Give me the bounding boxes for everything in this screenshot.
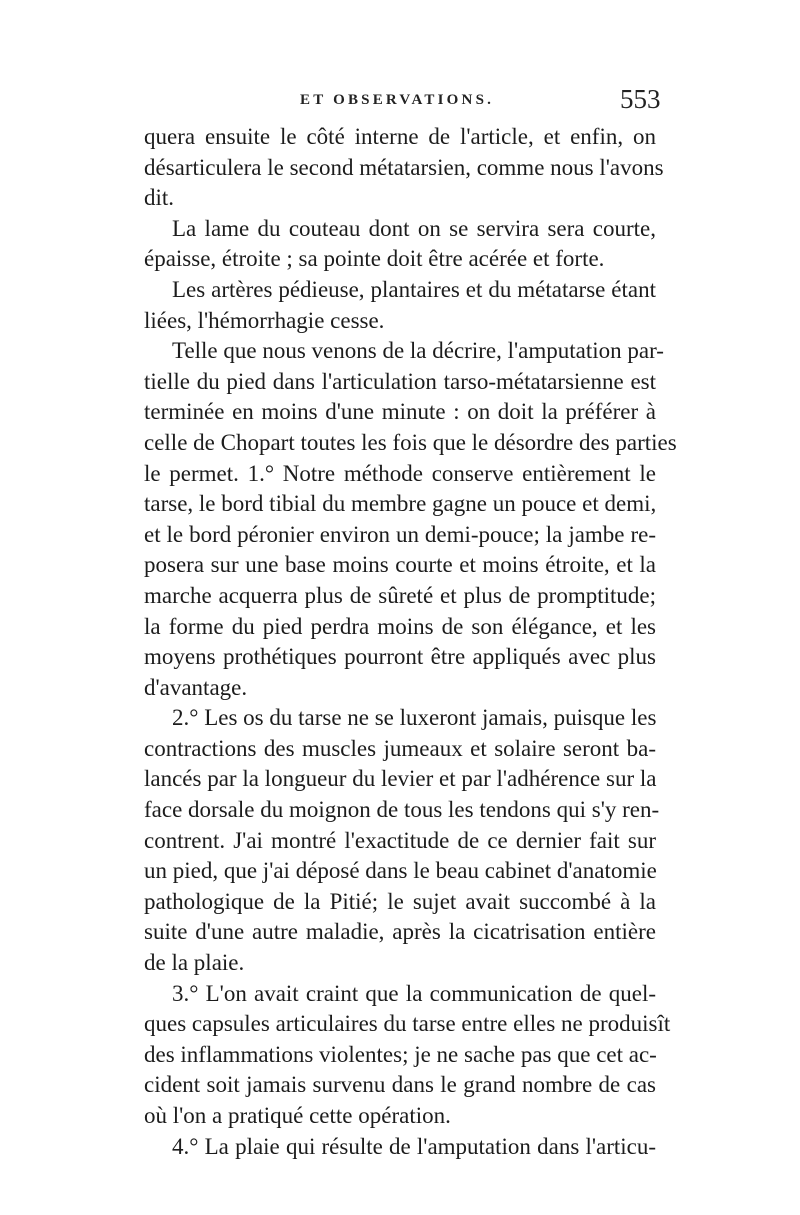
text-line: et le bord péronier environ un demi-pouce; la jambe re- (144, 521, 656, 547)
text-line: Les artères pédieuse, plantaires et du métatarse étant (172, 276, 656, 302)
text-line: 3.° L'on avait craint que la communication de quel- (172, 980, 656, 1006)
text-line: des inflammations violentes; je ne sache pas que cet ac- (144, 1041, 657, 1067)
text-line: d'avantage. (144, 674, 248, 700)
text-line: un pied, que j'ai déposé dans le beau cabinet d'anatomie (144, 858, 657, 884)
text-line: épaisse, étroite ; sa pointe doit être acérée et forte. (144, 246, 605, 272)
text-line: tielle du pied dans l'articulation tarso-métatarsienne est (144, 368, 656, 394)
text-line: 4.° La plaie qui résulte de l'amputation dans l'articu- (172, 1133, 656, 1159)
text-line: face dorsale du moignon de tous les tendons qui s'y ren- (144, 797, 660, 823)
text-line: 2.° Les os du tarse ne se luxeront jamais, puisque les (172, 705, 657, 731)
running-head: ET OBSERVATIONS. (300, 92, 495, 108)
text-line: désarticulera le second métatarsien, comme nous l'avons (144, 154, 664, 180)
text-line: posera sur une base moins courte et moins étroite, et la (144, 552, 656, 578)
text-line: contrent. J'ai montré l'exactitude de ce dernier fait sur (144, 827, 656, 853)
page-number: 553 (620, 84, 661, 114)
text-line: dit. (144, 185, 175, 211)
text-line: cident soit jamais survenu dans le grand nombre de cas (144, 1072, 656, 1098)
text-line: La lame du couteau dont on se servira sera courte, (172, 215, 656, 241)
text-line: le permet. 1.° Notre méthode conserve entièrement le (144, 460, 656, 486)
text-line: où l'on a pratiqué cette opération. (144, 1103, 451, 1128)
text-line: Telle que nous venons de la décrire, l'amputation par- (172, 338, 664, 364)
text-line: lancés par la longueur du levier et par l'adhérence sur la (144, 766, 657, 792)
text-line: moyens prothétiques pourront être appliqués avec plus (144, 644, 656, 670)
text-line: de la plaie. (144, 950, 245, 976)
text-line: la forme du pied perdra moins de son élégance, et les (144, 613, 656, 639)
text-line: terminée en moins d'une minute : on doit la préférer à (144, 399, 656, 425)
text-line: contractions des muscles jumeaux et solaire seront ba- (144, 735, 656, 761)
body-text (144, 122, 677, 1162)
text-line: ques capsules articulaires du tarse entre elles ne produisît (144, 1011, 671, 1037)
text-line: celle de Chopart toutes les fois que le désordre des parties (144, 429, 677, 455)
text-line: quera ensuite le côté interne de l'article, et enfin, on (144, 124, 656, 149)
text-line: marche acquerra plus de sûreté et plus de promptitude; (144, 582, 656, 608)
text-line: tarse, le bord tibial du membre gagne un pouce et demi, (144, 491, 657, 517)
text-line: suite d'une autre maladie, après la cicatrisation entière (144, 919, 656, 945)
text-line: liées, l'hémorrhagie cesse. (144, 307, 385, 333)
text-line: pathologique de la Pitié; le sujet avait succombé à la (144, 888, 656, 914)
